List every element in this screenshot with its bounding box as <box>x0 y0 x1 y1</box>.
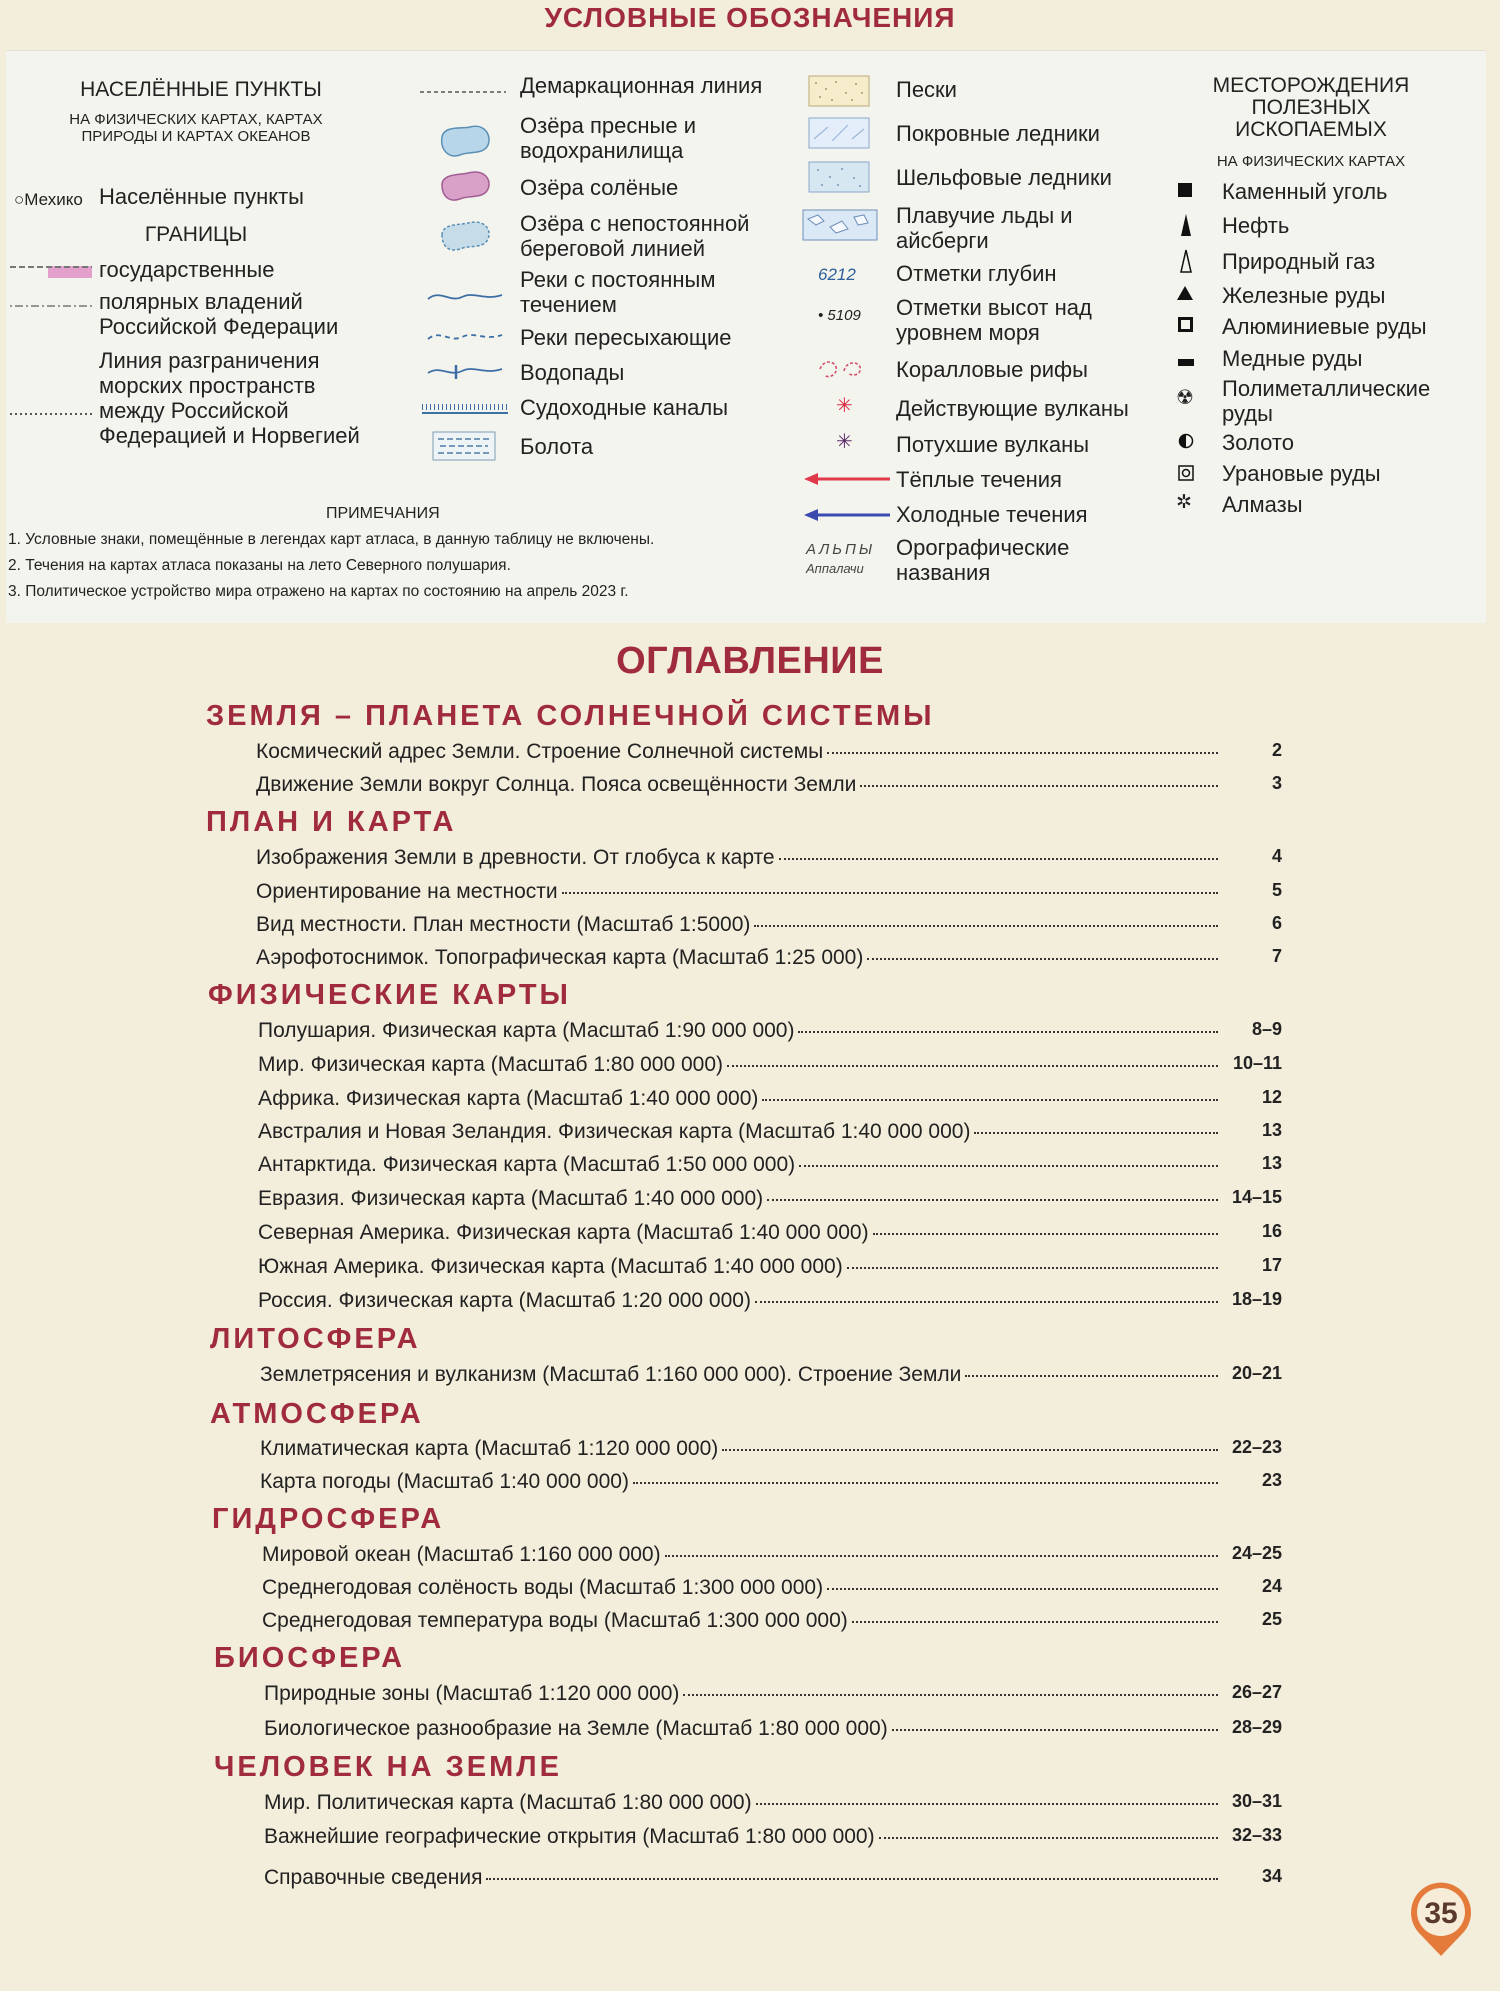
dot-leader <box>727 1065 1218 1067</box>
dot-leader <box>827 1588 1218 1590</box>
toc-entry-page: 34 <box>1261 1866 1282 1886</box>
oil-icon <box>1178 213 1194 237</box>
toc-entry-page: 14–15 <box>1231 1187 1282 1207</box>
toc-entry-title: Изображения Земли в древности. От глобуса к карте <box>256 846 775 869</box>
toc-entry[interactable] <box>256 946 1282 974</box>
toc-section-heading: ЗЕМЛЯ – ПЛАНЕТА СОЛНЕЧНОЙ СИСТЕМЫ <box>206 700 935 732</box>
toc-entry-title: Космический адрес Земли. Строение Солнечной системы <box>256 740 824 763</box>
toc-entry[interactable] <box>264 1825 1282 1853</box>
dot-leader <box>892 1729 1218 1731</box>
toc-entry[interactable] <box>256 740 1282 768</box>
toc-entry[interactable] <box>264 1717 1282 1745</box>
salt-lake-icon <box>438 169 494 203</box>
toc-entry-page: 2 <box>1271 740 1282 760</box>
toc-entry-title: Мир. Политическая карта (Масштаб 1:80 000 000) <box>264 1791 752 1814</box>
toc-entry-title: Южная Америка. Физическая карта (Масштаб 1:40 000 000) <box>258 1255 843 1278</box>
toc-entry[interactable] <box>264 1682 1282 1710</box>
toc-section-heading: АТМОСФЕРА <box>210 1398 424 1430</box>
legend-depth-marks: Отметки глубин <box>896 261 1057 286</box>
dot-leader <box>974 1132 1218 1134</box>
toc-entry-page: 23 <box>1261 1470 1282 1490</box>
legend-salt-lakes: Озёра солёные <box>520 175 679 200</box>
dot-leader <box>762 1099 1218 1101</box>
toc-entry[interactable] <box>258 1221 1282 1249</box>
legend-orographic-names: Орографические названия <box>896 535 1070 585</box>
legend-warm-currents: Тёплые течения <box>896 467 1062 492</box>
toc-entry-title: Вид местности. План местности (Масштаб 1:5000) <box>256 913 751 936</box>
toc-entry-page: 20–21 <box>1231 1363 1282 1383</box>
swamp-icon <box>432 431 496 461</box>
toc-entry[interactable] <box>262 1576 1282 1604</box>
toc-entry-page: 3 <box>1271 773 1282 793</box>
height-sample: • 5109 <box>818 307 861 324</box>
toc-entry-title: Карта погоды (Масштаб 1:40 000 000) <box>260 1470 629 1493</box>
dot-leader <box>779 858 1218 860</box>
toc-title: ОГЛАВЛЕНИЕ <box>616 640 884 682</box>
waterfall-icon <box>426 361 506 383</box>
dot-leader <box>756 1803 1218 1805</box>
toc-entry-title: Биологическое разнообразие на Земле (Масштаб 1:80 000 000) <box>264 1717 888 1740</box>
toc-entry-page: 8–9 <box>1251 1019 1282 1039</box>
dot-leader <box>754 925 1218 927</box>
toc-entry-title: Важнейшие географические открытия (Масштаб 1:80 000 000) <box>264 1825 875 1848</box>
permanent-river-icon <box>426 287 506 307</box>
state-border-icon <box>8 261 94 281</box>
border-state-label: государственные <box>99 257 275 282</box>
toc-entry[interactable] <box>258 1053 1282 1081</box>
border-polar-label: полярных владений Российской Федерации <box>99 289 339 339</box>
polymetallic-ore-icon: ☢ <box>1176 387 1194 409</box>
dot-leader <box>798 1031 1218 1033</box>
toc-entry-page: 24 <box>1261 1576 1282 1596</box>
legend-coral-reefs: Коралловые рифы <box>896 357 1088 382</box>
coal-icon <box>1178 183 1192 197</box>
toc-entry-title: Антарктида. Физическая карта (Масштаб 1:50 000 000) <box>258 1153 796 1176</box>
settlements-subheading: НА ФИЗИЧЕСКИХ КАРТАХ, КАРТАХ ПРИРОДЫ И КАРТАХ ОКЕАНОВ <box>69 111 323 145</box>
toc-entry-page: 30–31 <box>1231 1791 1282 1811</box>
toc-entry-title: Движение Земли вокруг Солнца. Пояса освещённости Земли <box>256 773 857 796</box>
toc-entry-title: Среднегодовая температура воды (Масштаб 1:300 000 000) <box>262 1609 848 1632</box>
toc-entry[interactable] <box>264 1791 1282 1819</box>
mexico-sample: ○Мехико <box>14 190 83 209</box>
toc-entry-page: 6 <box>1271 913 1282 933</box>
toc-entry-page: 17 <box>1261 1255 1282 1275</box>
mineral-gas: Природный газ <box>1222 249 1376 274</box>
note-1: 1. Условные знаки, помещённые в легендах карт атласа, в данную таблицу не включены. <box>8 531 655 548</box>
mineral-gold: Золото <box>1222 430 1294 455</box>
warm-current-icon <box>802 471 892 487</box>
coral-reef-icon <box>816 355 872 381</box>
toc-entry-page: 16 <box>1261 1221 1282 1241</box>
mineral-uranium: Урановые руды <box>1222 461 1381 486</box>
note-2: 2. Течения на картах атласа показаны на лето Северного полушария. <box>8 557 511 574</box>
fresh-lake-icon <box>438 123 494 159</box>
drying-river-icon <box>426 327 506 347</box>
demarcation-line-icon <box>418 87 508 97</box>
toc-entry[interactable] <box>256 880 1282 908</box>
toc-section-heading: ЛИТОСФЕРА <box>210 1323 421 1355</box>
toc-entry-title: Природные зоны (Масштаб 1:120 000 000) <box>264 1682 680 1705</box>
toc-entry[interactable] <box>262 1543 1282 1571</box>
minerals-heading: МЕСТОРОЖДЕНИЯ ПОЛЕЗНЫХ ИСКОПАЕМЫХ <box>1212 74 1410 141</box>
legend-height-marks: Отметки высот над уровнем моря <box>896 295 1092 345</box>
ice-sheet-icon <box>808 117 870 149</box>
dot-leader <box>665 1555 1218 1557</box>
legend-permanent-rivers: Реки с постоянным течением <box>520 267 716 317</box>
canal-icon <box>420 403 510 417</box>
dot-leader <box>486 1878 1218 1880</box>
page-number: 35 <box>1424 1897 1458 1930</box>
mineral-polymetallic: Полиметаллические руды <box>1222 376 1431 426</box>
toc-entry-page: 4 <box>1271 846 1282 866</box>
toc-entry[interactable] <box>260 1363 1282 1391</box>
toc-entry[interactable] <box>258 1087 1282 1115</box>
shelf-glacier-icon <box>808 161 870 193</box>
toc-entry-title: Мировой океан (Масштаб 1:160 000 000) <box>262 1543 661 1566</box>
toc-entry-title: Австралия и Новая Зеландия. Физическая карта (Масштаб 1:40 000 000) <box>258 1120 971 1143</box>
dot-leader <box>683 1694 1218 1696</box>
toc-entry[interactable] <box>260 1470 1282 1498</box>
toc-section-heading: ЧЕЛОВЕК НА ЗЕМЛЕ <box>214 1751 562 1783</box>
dot-leader <box>965 1375 1218 1377</box>
toc-entry[interactable] <box>256 773 1282 801</box>
border-norway-label: Линия разграничения морских пространств между Российской Федерацией и Норвегией <box>99 348 360 448</box>
mineral-iron: Железные руды <box>1222 283 1386 308</box>
toc-entry[interactable] <box>256 846 1282 874</box>
dot-leader <box>847 1267 1218 1269</box>
toc-entry[interactable] <box>258 1289 1282 1317</box>
settlement-circle-icon: ○ <box>14 190 25 209</box>
toc-entry-page: 18–19 <box>1231 1289 1282 1309</box>
toc-entry-title: Мир. Физическая карта (Масштаб 1:80 000 000) <box>258 1053 724 1076</box>
dot-leader <box>873 1233 1218 1235</box>
borders-heading: ГРАНИЦЫ <box>144 223 248 246</box>
mineral-oil: Нефть <box>1222 213 1290 238</box>
toc-entry[interactable] <box>258 1019 1282 1047</box>
legend-demarcation: Демаркационная линия <box>520 73 763 98</box>
iron-ore-icon <box>1176 285 1194 301</box>
toc-entry-page: 22–23 <box>1231 1437 1282 1457</box>
toc-entry-page: 7 <box>1271 946 1282 966</box>
toc-entry[interactable] <box>258 1187 1282 1215</box>
toc-entry-page: 13 <box>1261 1153 1282 1173</box>
extinct-volcano-icon: ✳ <box>836 431 853 453</box>
toc-entry[interactable] <box>264 1866 1282 1894</box>
settlements-label: Населённые пункты <box>99 184 304 209</box>
dot-leader <box>860 785 1218 787</box>
polar-border-icon <box>8 301 94 311</box>
toc-entry[interactable] <box>260 1437 1282 1465</box>
dot-leader <box>562 892 1218 894</box>
toc-entry[interactable] <box>258 1255 1282 1283</box>
toc-entry[interactable] <box>258 1120 1282 1148</box>
mineral-copper: Медные руды <box>1222 346 1363 371</box>
dot-leader <box>722 1449 1218 1451</box>
dot-leader <box>755 1301 1218 1303</box>
legend-ice-sheets: Покровные ледники <box>896 121 1100 146</box>
cold-current-icon <box>802 507 892 523</box>
toc-entry[interactable] <box>256 913 1282 941</box>
legend-panel <box>6 50 1486 623</box>
active-volcano-icon: ✳ <box>836 395 853 417</box>
aluminium-ore-icon <box>1178 317 1193 332</box>
dot-leader <box>852 1621 1218 1623</box>
toc-entry-page: 10–11 <box>1232 1053 1282 1073</box>
toc-entry-page: 26–27 <box>1231 1682 1282 1702</box>
sand-icon <box>808 75 870 107</box>
legend-canals: Судоходные каналы <box>520 395 729 420</box>
toc-entry[interactable] <box>258 1153 1282 1181</box>
gold-icon <box>1178 433 1194 449</box>
toc-section-heading: ФИЗИЧЕСКИЕ КАРТЫ <box>208 979 571 1011</box>
dot-leader <box>827 752 1218 754</box>
page-number-badge <box>1402 1880 1480 1958</box>
toc-entry-page: 28–29 <box>1231 1717 1282 1737</box>
intermittent-lake-icon <box>438 219 494 253</box>
toc-entry-title: Россия. Физическая карта (Масштаб 1:20 000 000) <box>258 1289 751 1312</box>
toc-entry-title: Африка. Физическая карта (Масштаб 1:40 000 000) <box>258 1087 759 1110</box>
dot-leader <box>633 1482 1218 1484</box>
legend-fresh-lakes: Озёра пресные и водохранилища <box>520 113 696 163</box>
notes-heading: ПРИМЕЧАНИЯ <box>326 505 440 522</box>
toc-section-heading: ПЛАН И КАРТА <box>206 806 457 838</box>
toc-entry-title: Северная Америка. Физическая карта (Масштаб 1:40 000 000) <box>258 1221 869 1244</box>
toc-entry-page: 24–25 <box>1231 1543 1282 1563</box>
depth-sample: 6212 <box>818 265 856 284</box>
toc-entry-title: Климатическая карта (Масштаб 1:120 000 000) <box>260 1437 719 1460</box>
legend-drying-rivers: Реки пересыхающие <box>520 325 732 350</box>
toc-entry-title: Справочные сведения <box>264 1866 483 1889</box>
toc-entry-title: Ориентирование на местности <box>256 880 558 903</box>
dot-leader <box>867 958 1218 960</box>
note-3: 3. Политическое устройство мира отражено на картах по состоянию на апрель 2023 г. <box>8 583 629 600</box>
gas-icon <box>1178 249 1194 273</box>
mineral-aluminium: Алюминиевые руды <box>1222 314 1427 339</box>
legend-title: УСЛОВНЫЕ ОБОЗНАЧЕНИЯ <box>544 2 956 33</box>
legend-intermittent-lakes: Озёра с непостоянной береговой линией <box>520 211 750 261</box>
toc-section-heading: ГИДРОСФЕРА <box>212 1503 445 1535</box>
minerals-subheading: НА ФИЗИЧЕСКИХ КАРТАХ <box>1216 153 1406 170</box>
toc-entry-title: Землетрясения и вулканизм (Масштаб 1:160 000 000). Строение Земли <box>260 1363 962 1386</box>
legend-extinct-volcanoes: Потухшие вулканы <box>896 432 1090 457</box>
toc-entry-title: Евразия. Физическая карта (Масштаб 1:40 000 000) <box>258 1187 764 1210</box>
settlements-heading: НАСЕЛЁННЫЕ ПУНКТЫ <box>80 78 322 101</box>
copper-ore-icon <box>1178 359 1194 366</box>
oro-sample-upper: АЛЬПЫ <box>806 541 876 558</box>
legend-sands: Пески <box>896 77 957 102</box>
legend-shelf-glaciers: Шельфовые ледники <box>896 165 1112 190</box>
oro-sample-lower: Аппалачи <box>806 561 864 576</box>
legend-active-volcanoes: Действующие вулканы <box>896 396 1129 421</box>
floating-ice-icon <box>802 209 878 241</box>
uranium-ore-icon <box>1178 465 1194 481</box>
toc-entry-page: 13 <box>1261 1120 1282 1140</box>
toc-entry-title: Среднегодовая солёность воды (Масштаб 1:300 000 000) <box>262 1576 824 1599</box>
mineral-diamonds: Алмазы <box>1222 492 1303 517</box>
toc-entry-page: 32–33 <box>1231 1825 1282 1845</box>
mineral-coal: Каменный уголь <box>1222 179 1388 204</box>
legend-swamps: Болота <box>520 434 594 459</box>
toc-entry-page: 12 <box>1261 1087 1282 1107</box>
toc-entry-page: 5 <box>1271 880 1282 900</box>
legend-waterfalls: Водопады <box>520 360 625 385</box>
dot-leader <box>799 1165 1218 1167</box>
toc-entry-page: 25 <box>1261 1609 1282 1629</box>
diamond-icon: ✲ <box>1176 492 1192 513</box>
toc-entry-title: Полушария. Физическая карта (Масштаб 1:90 000 000) <box>258 1019 795 1042</box>
toc-entry-title: Аэрофотоснимок. Топографическая карта (Масштаб 1:25 000) <box>256 946 864 969</box>
legend-floating-ice: Плавучие льды и айсберги <box>896 203 1073 253</box>
dot-leader <box>879 1837 1218 1839</box>
norway-line-icon <box>8 409 94 419</box>
dot-leader <box>767 1199 1218 1201</box>
toc-section-heading: БИОСФЕРА <box>214 1642 406 1674</box>
toc-entry[interactable] <box>262 1609 1282 1637</box>
legend-cold-currents: Холодные течения <box>896 502 1088 527</box>
